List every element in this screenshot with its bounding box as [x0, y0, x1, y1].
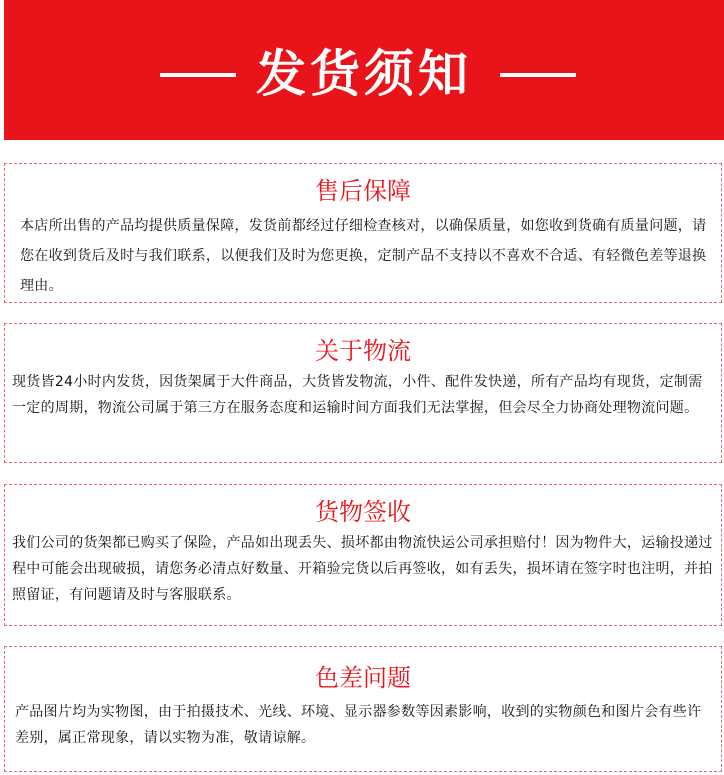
section-body: 本店所出售的产品均提供质量保障，发货前都经过仔细检查核对，以确保质量，如您收到货确有质量问题，请您在收到货后及时与我们联系，以便我们及时为您更换，定制产品不支持以不喜欢不合适、有轻微色差等退换理由。 [20, 218, 707, 294]
section-color-difference [4, 646, 722, 772]
banner-rule-right [500, 73, 576, 77]
section-title: 货物签收 [315, 498, 411, 526]
section-body: 现货皆24小时内发货，因货架属于大件商品，大货皆发物流，小件、配件发快递，所有产品均有现货，定制需一定的周期，物流公司属于第三方在服务态度和运输时间方面我们无法掌握，但会尽全力协商处理物流问题。 [12, 374, 703, 416]
section-after-sales [4, 163, 722, 303]
page-title: 发货须知 [256, 45, 472, 103]
section-receipt [4, 484, 722, 626]
section-body: 产品图片均为实物图，由于拍摄技术、光线、环境、显示器参数等因素影响，收到的实物颜色和图片会有些许差别，属正常现象，请以实物为准，敬请谅解。 [15, 704, 702, 746]
section-title: 色差问题 [315, 664, 411, 692]
section-title: 售后保障 [315, 177, 411, 205]
section-logistics [4, 323, 722, 463]
header-banner [4, 0, 724, 140]
section-body: 我们公司的货架都已购买了保险，产品如出现丢失、损坏都由物流快运公司承担赔付！因为物件大，运输投递过程中可能会出现破损，请您务必清点好数量、开箱验完货以后再签收，如有丢失，损坏请在签字时也注明，并拍照留证，有问题请及时与客服联系。 [12, 535, 713, 603]
section-title: 关于物流 [315, 337, 411, 365]
